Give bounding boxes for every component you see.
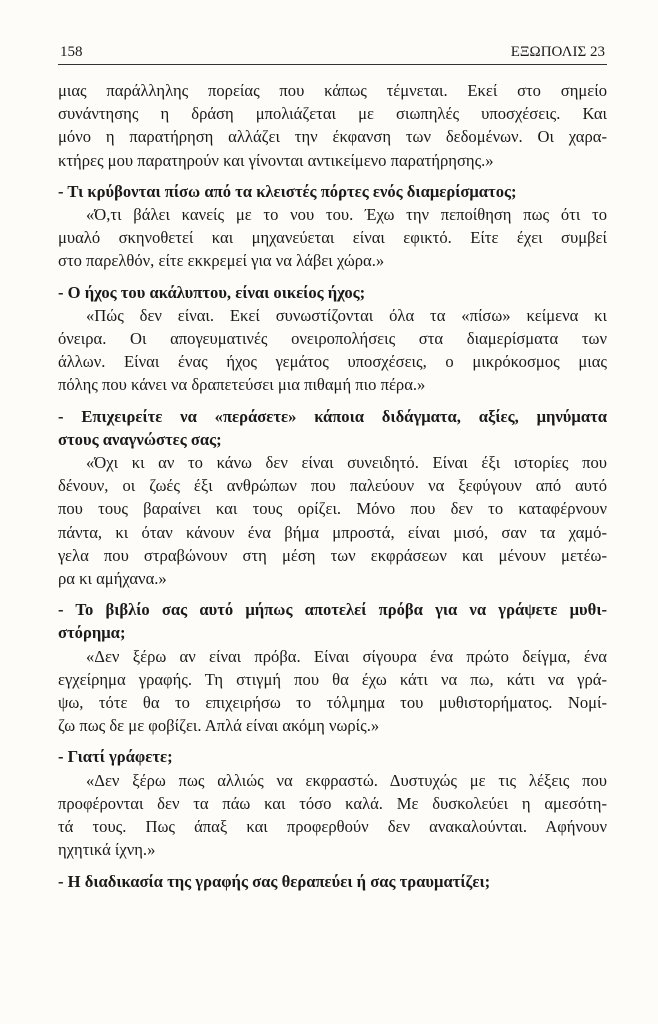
page-header [58, 44, 607, 65]
text-line: εγχείρημα γραφής. Τη στιγμή που θα έχω κάτι να πω, κάτι να γρά- [58, 669, 607, 689]
text-line: στο παρελθόν, είτε εκκρεμεί για να λάβει χώρα.» [58, 251, 385, 271]
interview-question [58, 180, 607, 203]
question-line: - Γιατί γράφετε; [58, 747, 173, 767]
question-line: - Ο ήχος του ακάλυπτου, είναι οικείος ήχος; [58, 282, 366, 302]
text-line: γελα που στραβώνουν στη μέση των εκφράσεων και μένουν μετέω- [58, 545, 607, 565]
qa-block [58, 598, 607, 737]
interview-answer [58, 645, 607, 738]
text-line: μόνο η παρατήρηση αλλάζει την έκφανση των δεδομένων. Οι χαρα- [58, 127, 607, 147]
text-line: «Δεν ξέρω αν είναι πρόβα. Είναι σίγουρα ένα πρώτο δείγμα, ένα [86, 646, 607, 666]
text-line: πάντα, κι όταν κάνουν ένα βήμα μπροστά, είναι μισό, σαν τα χαμό- [58, 522, 607, 542]
text-line: «Όχι κι αν το κάνω δεν είναι συνειδητό. Είναι έξι ιστορίες που [86, 453, 607, 473]
interview-answer [58, 769, 607, 862]
book-page [58, 44, 607, 893]
text-line: δένουν, οι ζωές έξι ανθρώπων που παλεύουν να ξεφύγουν από αυτό [58, 476, 607, 496]
qa-block [58, 281, 607, 397]
text-line: ζω πως δε με φοβίζει. Απλά είναι ακόμη νωρίς.» [58, 716, 380, 736]
question-line: - Τι κρύβονται πίσω από τα κλειστές πόρτες ενός διαμερίσματος; [58, 181, 517, 201]
interview-question [58, 405, 607, 451]
interview-answer [58, 451, 607, 590]
interview-question [58, 598, 607, 644]
text-line: πόλης που κάνει να δραπετεύσει μια πιθαμή πιο πέρα.» [58, 375, 426, 395]
text-line: κτήρες μου παρατηρούν και γίνονται αντικείμενο παρατήρησης.» [58, 150, 494, 170]
intro-paragraph [58, 79, 607, 172]
text-line: που τους βαραίνει και τους ορίζει. Μόνο που δεν το καταφέρνουν [58, 499, 607, 519]
text-line: προφέρονται δεν τα πάω και τόσο καλά. Με δυσκολεύει η αμεσότη- [58, 793, 607, 813]
final-question [58, 870, 607, 893]
qa-block [58, 745, 607, 861]
interview-answer [58, 203, 607, 273]
text-line: ρα κι αμήχανα.» [58, 569, 167, 589]
running-title: ΕΞΩΠΟΛΙΣ 23 [510, 44, 605, 60]
question-line: - Η διαδικασία της γραφής σας θεραπεύει ή σας τραυματίζει; [58, 871, 491, 891]
text-line: ψω, τότε θα το επιχειρήσω το τόλμημα του μυθιστορήματος. Νομί- [58, 693, 607, 713]
page-number: 158 [60, 44, 83, 60]
text-line: όνειρα. Οι απογευματινές ονειροπολήσεις στα διαμερίσματα των [58, 329, 607, 349]
qa-block [58, 180, 607, 273]
text-line: τά τους. Πως άπαξ και προφερθούν δεν ανακαλούνται. Αφήνουν [58, 817, 607, 837]
qa-block [58, 405, 607, 591]
text-line: μυαλό σκηνοθετεί και μηχανεύεται είναι εφικτό. Είτε έχει συμβεί [58, 228, 607, 248]
question-line: στόρημα; [58, 623, 126, 643]
text-line: ηχητικά ίχνη.» [58, 840, 156, 860]
text-line: «Πώς δεν είναι. Εκεί συνωστίζονται όλα τα «πίσω» κείμενα κι [86, 305, 607, 325]
interview-answer [58, 304, 607, 397]
question-line: στους αναγνώστες σας; [58, 429, 222, 449]
interview-question [58, 745, 607, 768]
question-line: - Επιχειρείτε να «περάσετε» κάποια διδάγματα, αξίες, μηνύματα [58, 406, 607, 426]
question-line: - Το βιβλίο σας αυτό μήπως αποτελεί πρόβα για να γράψετε μυθι- [58, 600, 607, 620]
text-line: συνάντησης η δράση μπολιάζεται με σιωπηλές υποσχέσεις. Και [58, 104, 607, 124]
text-line: «Ό,τι βάλει κανείς με το νου του. Έχω την πεποίθηση πως ότι το [86, 205, 607, 225]
page-content [58, 79, 607, 893]
interview-question [58, 281, 607, 304]
text-line: «Δεν ξέρω πως αλλιώς να εκφραστώ. Δυστυχώς με τις λέξεις που [86, 770, 607, 790]
text-line: μιας παράλληλης πορείας που κάπως τέμνεται. Εκεί στο σημείο [58, 81, 607, 100]
text-line: άλλων. Είναι ένας ήχος γεμάτος υποσχέσεις, ο μικρόκοσμος μιας [58, 352, 607, 372]
